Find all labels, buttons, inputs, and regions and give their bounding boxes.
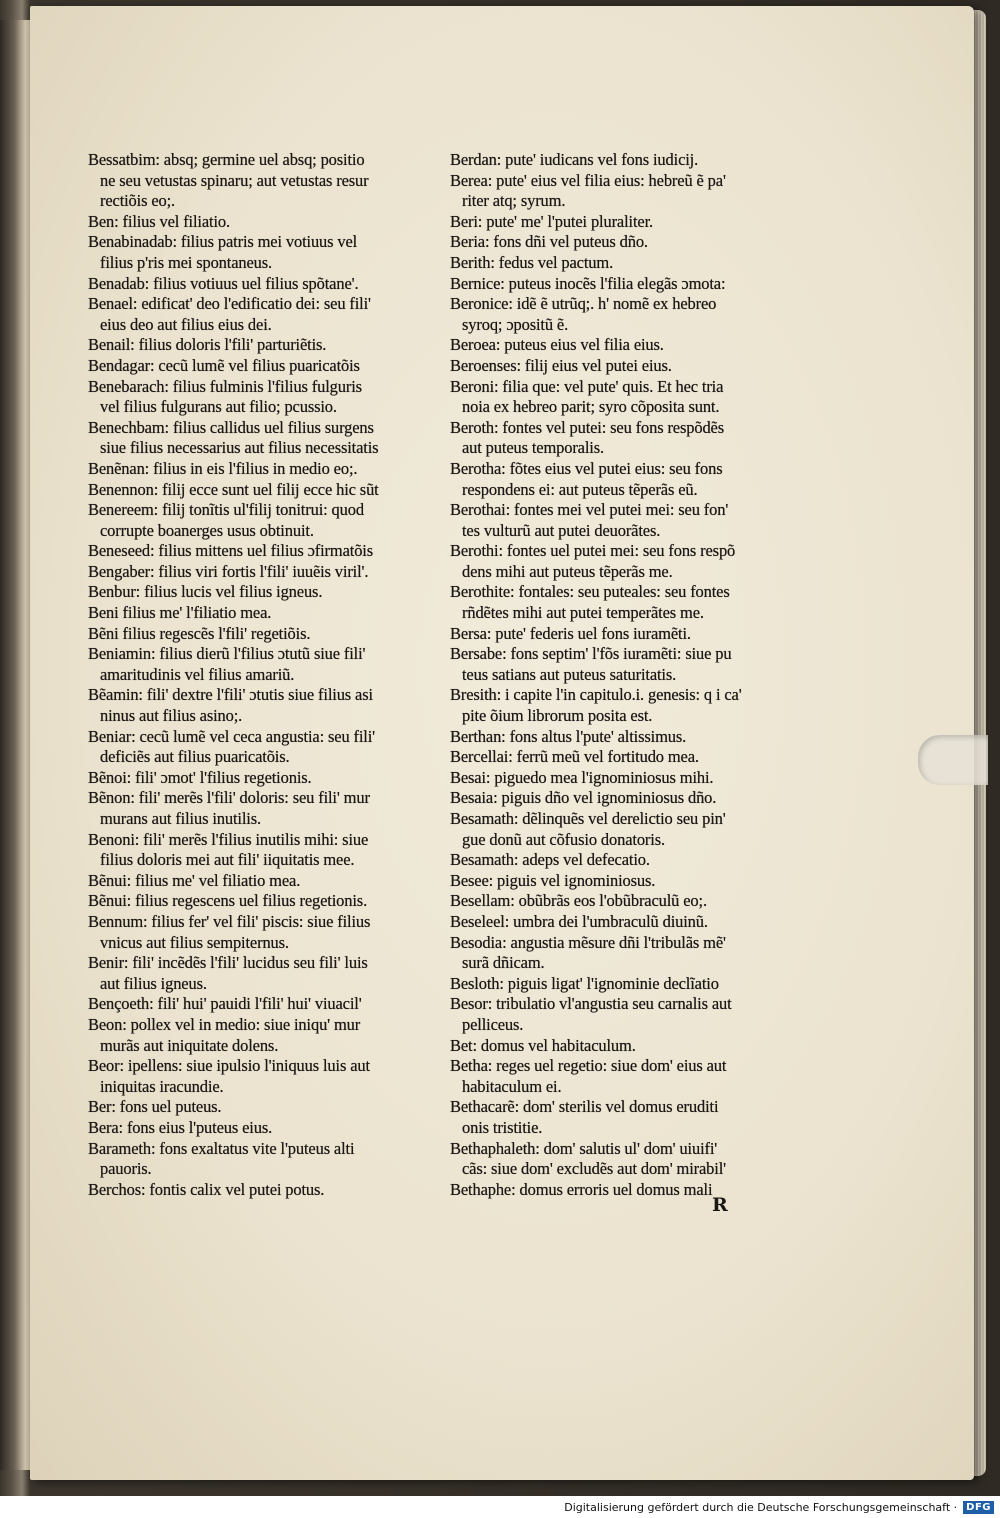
text-line: cãs: siue dom' excludẽs aut dom' mirabil': [462, 1159, 726, 1179]
text-line: Besaia: piguis dño vel ignominiosus dño.: [450, 788, 717, 808]
text-line: Berith: fedus vel pactum.: [450, 252, 614, 272]
digitization-footer: [0, 1496, 1000, 1518]
text-line: Bernice: puteus inocẽs l'filia elegãs ɔmota:: [450, 273, 726, 293]
text-line: Bersabe: fons septim' l'fõs iuramẽti: siue pu: [450, 644, 732, 664]
text-line: noia ex hebreo parit; syro cõposita sunt.: [462, 397, 720, 417]
text-line: pelliceus.: [462, 1014, 524, 1034]
text-line: Beria: fons dñi vel puteus dño.: [450, 232, 648, 252]
text-line: Beseleel: umbra dei l'umbraculũ diuinũ.: [450, 911, 708, 931]
text-line: Bẽnoi: fili' ɔmot' l'filius regetionis.: [88, 767, 312, 787]
text-line: murãs aut iniquitate dolens.: [100, 1035, 279, 1055]
text-line: aut filius igneus.: [100, 973, 207, 993]
text-line: habitaculum ei.: [462, 1076, 562, 1096]
text-line: Benadab: filius votiuus uel filius spõtane'.: [88, 273, 359, 293]
text-line: Berchos: fontis calix vel putei potus.: [88, 1179, 325, 1199]
text-line: pite õium librorum posita est.: [462, 706, 653, 726]
text-line: corrupte boanerges usus obtinuit.: [100, 520, 314, 540]
text-line: Berdan: pute' iudicans vel fons iudicij.: [450, 150, 699, 169]
text-line: Berothai: fontes mei vel putei mei: seu fon': [450, 500, 729, 520]
text-line: Benoni: fili' merẽs l'filius inutilis mihi: siue: [88, 829, 369, 849]
text-line: Bennum: filius fer' vel fili' piscis: siue filius: [88, 911, 371, 931]
text-line: aut puteus temporalis.: [462, 438, 604, 458]
text-line: Bendagar: cecũ lumẽ vel filius puaricatõis: [88, 355, 360, 375]
text-line: gue donũ aut cõfusio donatoris.: [462, 829, 665, 849]
text-line: Besodia: angustia mẽsure dñi l'tribulãs mẽ': [450, 932, 726, 952]
text-line: Bẽnui: filius me' vel filiatio mea.: [88, 870, 301, 890]
text-line: Besamath: adeps vel defecatio.: [450, 850, 650, 870]
text-line: Beniar: cecũ lumẽ vel ceca angustia: seu fili': [88, 726, 375, 746]
text-line: deficiẽs aut filius puaricatõis.: [100, 747, 290, 767]
text-line: onis tristitie.: [462, 1117, 543, 1137]
text-line: Besamath: dẽlinquẽs vel derelictio seu pin': [450, 809, 726, 828]
text-line: Beroenses: filij eius vel putei eius.: [450, 355, 672, 375]
text-line: syroq; ɔpositũ ẽ.: [462, 314, 569, 334]
text-line: ne seu vetustas spinaru; aut vetustas resur: [100, 170, 369, 190]
text-line: Beor: ipellens: siue ipulsio l'iniquus luis aut: [88, 1056, 370, 1076]
text-line: Bercellai: ferrũ meũ vel fortitudo mea.: [450, 747, 699, 767]
text-line: Beroth: fontes vel putei: seu fons respõdẽs: [450, 417, 724, 437]
text-line: Benir: fili' incẽdẽs l'fili' lucidus seu fili' luis: [88, 953, 368, 973]
text-line: Beroni: filia que: vel pute' quis. Et hec tria: [450, 376, 724, 396]
signature-mark: R: [712, 1194, 728, 1216]
text-line: Beronice: idẽ ẽ utrũq;. h' nomẽ ex hebreo: [450, 294, 717, 314]
text-line: Benbur: filius lucis vel filius igneus.: [88, 582, 323, 602]
text-line: Bẽnon: fili' merẽs l'fili' doloris: seu fili' mur: [88, 788, 370, 808]
text-line: respondens ei: aut puteus tẽperãs eũ.: [462, 479, 698, 499]
text-line: Bẽamin: fili' dextre l'fili' ɔtutis siue filius asi: [88, 685, 373, 705]
text-line: Ben: filius vel filiatio.: [88, 211, 230, 231]
text-line: Benechbam: filius callidus uel filius surgens: [88, 417, 374, 437]
text-line: Benereem: filij tonĩtis ul'filij tonitrui: quod: [88, 500, 364, 520]
text-line: Ber: fons uel puteus.: [88, 1097, 222, 1117]
text-line: Bessatbim: absq; germine uel absq; positio: [88, 150, 365, 169]
text-line: Beroea: puteus eius vel filia eius.: [450, 335, 664, 355]
text-line: Besor: tribulatio vl'angustia seu carnalis aut: [450, 994, 732, 1014]
text-line: dens mihi aut puteus tẽperãs me.: [462, 561, 673, 581]
text-line: murans aut filius inutilis.: [100, 809, 261, 828]
text-line: Beon: pollex vel in medio: siue iniqu' mur: [88, 1014, 361, 1034]
text-line: Berea: pute' eius vel filia eius: hebreũ ẽ pa': [450, 170, 726, 190]
text-line: Berothite: fontales: seu puteales: seu fontes: [450, 582, 730, 602]
text-line: siue filius necessarius aut filius necessitatis: [100, 438, 379, 458]
left-text-column: [88, 150, 428, 1200]
text-line: Betha: reges uel regetio: siue dom' eius aut: [450, 1056, 727, 1076]
text-line: Beniamin: filius dierũ l'filius ɔtutũ siue fili': [88, 644, 366, 664]
text-line: Benail: filius doloris l'fili' parturiẽtis.: [88, 335, 327, 355]
text-line: Bethacarẽ: dom' sterilis vel domus eruditi: [450, 1097, 719, 1117]
text-line: Bẽni filius regescẽs l'fili' regetiõis.: [88, 623, 311, 643]
text-line: Beneseed: filius mittens uel filius ɔfirmatõis: [88, 541, 374, 561]
text-line: Benael: edificat' deo l'edificatio dei: seu fili': [88, 294, 371, 314]
text-line: rñdẽtes mihi aut putei temperãtes me.: [462, 603, 704, 623]
dfg-logo: DFG: [963, 1501, 994, 1514]
text-line: Besee: piguis vel ignominiosus.: [450, 870, 656, 890]
text-line: Berotha: fõtes eius vel putei eius: seu fons: [450, 458, 723, 478]
text-line: Berthan: fons altus l'pute' altissimus.: [450, 726, 687, 746]
text-line: Bethaphe: domus erroris uel domus mali: [450, 1179, 713, 1199]
text-line: iniquitas iracundie.: [100, 1076, 224, 1096]
text-line: riter atq; syrum.: [462, 191, 566, 211]
text-line: Bethaphaleth: dom' salutis ul' dom' uiuifi': [450, 1138, 718, 1158]
text-line: Besellam: obũbrãs eos l'obũbraculũ eo;.: [450, 891, 707, 911]
text-line: Beni filius me' l'filiatio mea.: [88, 603, 272, 623]
text-line: vel filius fulgurans aut filio; pcussio.: [100, 397, 337, 417]
text-line: filius doloris mei aut fili' iiquitatis mee.: [100, 850, 355, 870]
text-line: Benabinadab: filius patris mei votiuus vel: [88, 232, 358, 252]
text-line: Bengaber: filius viri fortis l'fili' iuuẽis viril'.: [88, 561, 369, 581]
text-line: Bersa: pute' federis uel fons iuramẽti.: [450, 623, 691, 643]
text-line: pauoris.: [100, 1159, 152, 1179]
text-line: filius p'ris mei spontaneus.: [100, 252, 273, 272]
text-line: Bençoeth: fili' hui' pauidi l'fili' hui' viuacil': [88, 994, 362, 1014]
text-line: rectiõis eo;.: [100, 191, 176, 211]
text-line: eius deo aut filius eius dei.: [100, 314, 272, 334]
text-line: Benennon: filij ecce sunt uel filij ecce hic sũt: [88, 479, 379, 499]
text-line: Benebarach: filius fulminis l'filius fulguris: [88, 376, 362, 396]
text-line: tes vulturũ aut putei deuorãtes.: [462, 520, 661, 540]
text-line: Besloth: piguis ligat' l'ignominie declĩatio: [450, 973, 719, 993]
text-line: Bresith: i capite l'in capitulo.i. genesis: q i ca': [450, 685, 742, 705]
text-line: Barameth: fons exaltatus vite l'puteus alti: [88, 1138, 355, 1158]
text-line: Beri: pute' me' l'putei pluraliter.: [450, 211, 653, 231]
text-line: Bẽnui: filius regescens uel filius regetionis.: [88, 891, 368, 911]
footer-credit: Digitalisierung gefördert durch die Deutsche Forschungsgemeinschaft ·: [564, 1500, 958, 1514]
text-line: Besai: piguedo mea l'ignominiosus mihi.: [450, 767, 714, 787]
text-line: teus satians aut puteus saturitatis.: [462, 664, 677, 684]
text-line: Bet: domus vel habitaculum.: [450, 1035, 636, 1055]
page-tab-marker: [918, 735, 988, 785]
text-line: Benẽnan: filius in eis l'filius in medio eo;.: [88, 458, 358, 478]
text-line: amaritudinis vel filius amariũ.: [100, 664, 295, 684]
text-line: Berothi: fontes uel putei mei: seu fons respõ: [450, 541, 736, 561]
text-line: vnicus aut filius sempiternus.: [100, 932, 289, 952]
text-line: ninus aut filius asino;.: [100, 706, 243, 726]
right-text-column: [450, 150, 780, 1200]
text-line: Bera: fons eius l'puteus eius.: [88, 1117, 273, 1137]
text-line: surã dñicam.: [462, 953, 545, 973]
